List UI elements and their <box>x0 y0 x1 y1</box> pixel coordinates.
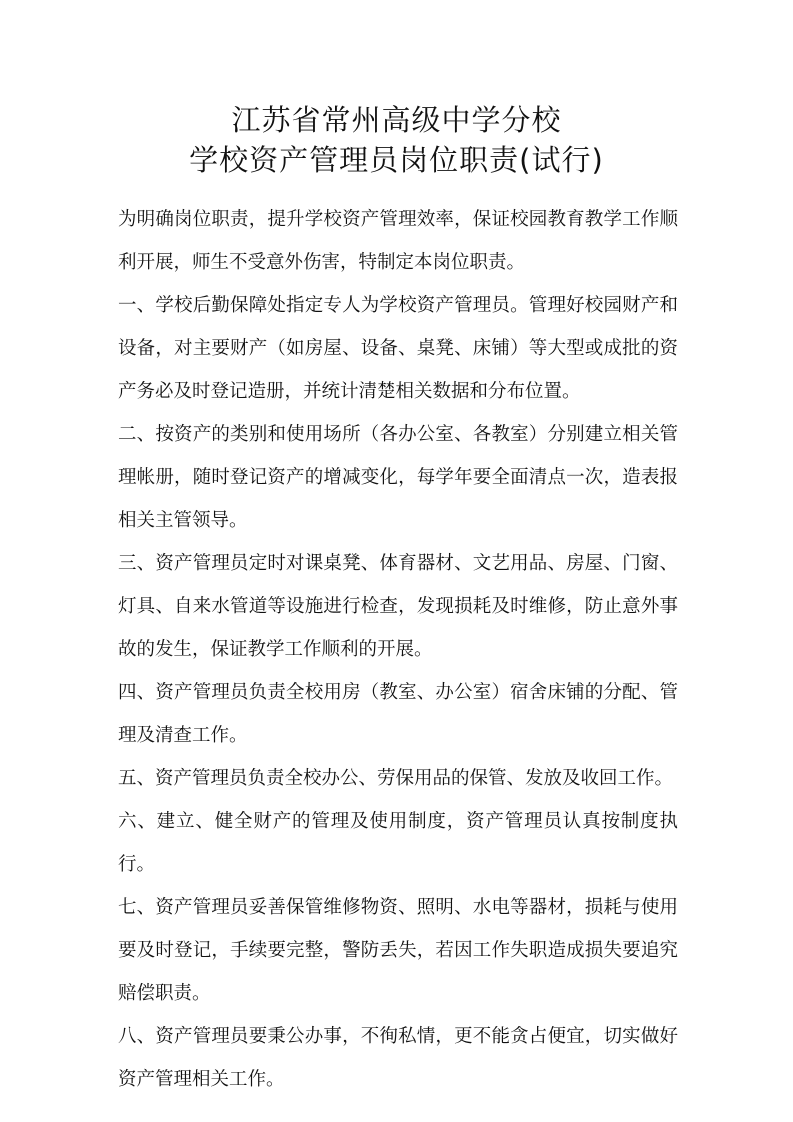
duty-item-7: 七、资产管理员妥善保管维修物资、照明、水电等器材，损耗与使用要及时登记，手续要完整，警防丢失，若因工作失职造成损失要追究赔偿职责。 <box>118 897 678 1004</box>
duty-item-3: 三、资产管理员定时对课桌凳、体育器材、文艺用品、房屋、门窗、灯具、自来水管道等设施进行检查，发现损耗及时维修，防止意外事故的发生，保证教学工作顺利的开展。 <box>118 553 678 660</box>
duty-item-5: 五、资产管理员负责全校办公、劳保用品的保管、发放及收回工作。 <box>118 768 674 789</box>
duty-item-4: 四、资产管理员负责全校用房（教室、办公室）宿舍床铺的分配、管理及清查工作。 <box>118 682 678 746</box>
duty-item-1: 一、学校后勤保障处指定专人为学校资产管理员。管理好校园财产和设备，对主要财产（如房屋、设备、桌凳、床铺）等大型或成批的资产务必及时登记造册，并统计清楚相关数据和分布位置。 <box>118 295 678 402</box>
duty-item-8: 八、资产管理员要秉公办事，不徇私情，更不能贪占便宜，切实做好资产管理相关工作。 <box>118 1026 678 1090</box>
intro-paragraph: 为明确岗位职责，提升学校资产管理效率，保证校园教育教学工作顺利开展，师生不受意外伤害，特制定本岗位职责。 <box>118 209 678 273</box>
duty-item-2: 二、按资产的类别和使用场所（各办公室、各教室）分别建立相关管理帐册，随时登记资产的增减变化，每学年要全面清点一次，造表报相关主管领导。 <box>118 424 678 531</box>
document-title: 学校资产管理员岗位职责(试行) <box>189 143 604 177</box>
duty-item-6: 六、建立、健全财产的管理及使用制度，资产管理员认真按制度执行。 <box>118 811 678 875</box>
school-name-heading: 江苏省常州高级中学分校 <box>231 103 562 137</box>
document-body <box>118 198 678 1101</box>
